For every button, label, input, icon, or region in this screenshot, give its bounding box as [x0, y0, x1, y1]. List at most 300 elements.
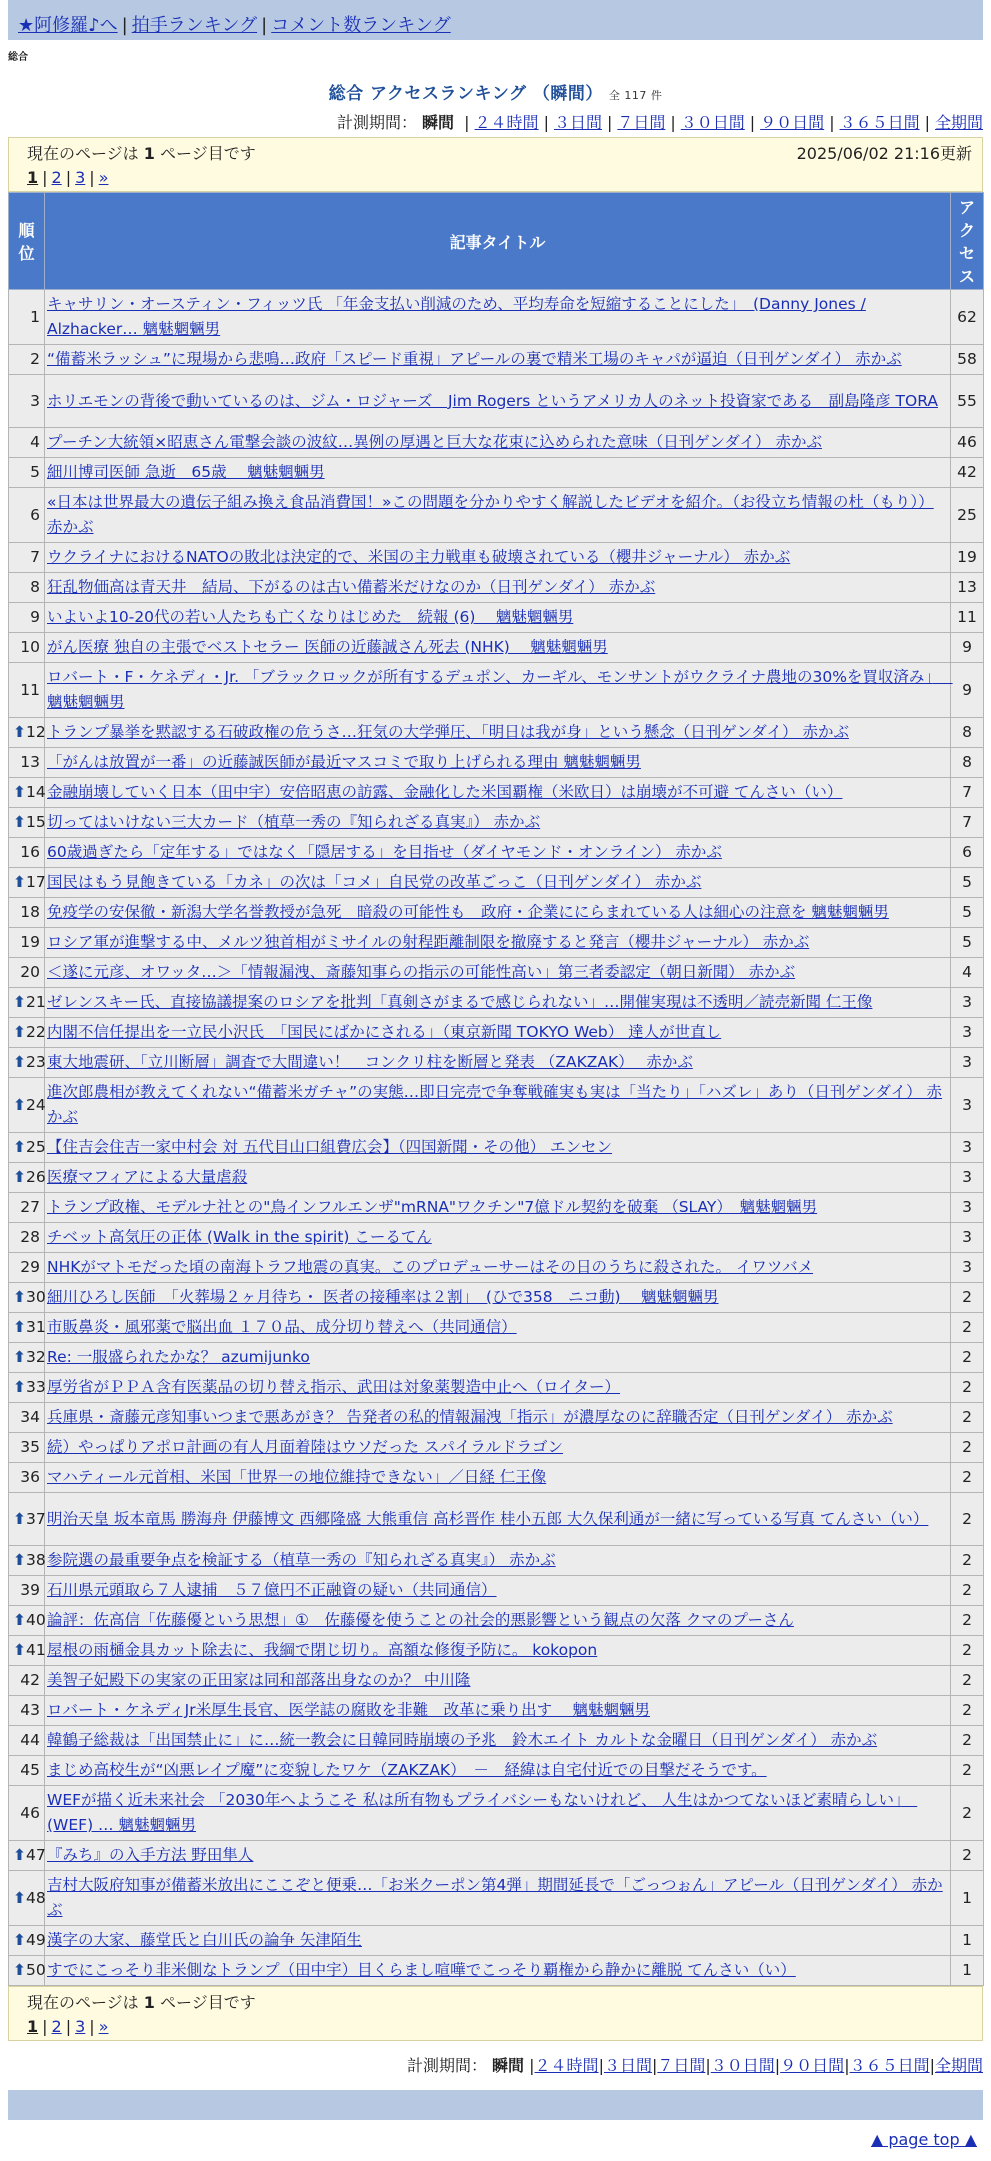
applause-ranking-link[interactable]: 拍手ランキング	[131, 15, 258, 36]
title-cell	[45, 1193, 951, 1223]
article-title-link[interactable]: 石川県元頭取ら７人逮捕 ５７億円不正融資の疑い（共同通信）	[47, 1581, 497, 1599]
title-cell	[45, 898, 951, 928]
article-title-link[interactable]: 細川博司医師 急逝 65歳 魑魅魍魎男	[47, 463, 325, 481]
rank-cell	[9, 603, 45, 633]
access-count: 2	[951, 1606, 984, 1636]
article-title-link[interactable]: 免疫学の安保徹・新潟大学名誉教授が急死 暗殺の可能性も 政府・企業ににらまれている人は細心の注意を 魑魅魍魎男	[47, 903, 889, 921]
access-count: 2	[951, 1636, 984, 1666]
access-count: 3	[951, 988, 984, 1018]
title-cell	[45, 1926, 951, 1956]
table-row	[9, 1433, 984, 1463]
table-row	[9, 1576, 984, 1606]
access-count: 46	[951, 428, 984, 458]
rank-number: 5	[30, 463, 40, 481]
rank-up-arrow-icon: ⬆	[13, 873, 26, 891]
rank-number: 44	[20, 1731, 40, 1749]
rank-cell	[9, 1871, 45, 1926]
page-status: 現在のページは 1 ページ目です	[27, 144, 256, 163]
rank-number: 30	[26, 1288, 46, 1306]
access-count: 3	[951, 1253, 984, 1283]
access-count: 2	[951, 1343, 984, 1373]
access-count: 2	[951, 1841, 984, 1871]
period-option-bottom[interactable]: 全期間	[934, 2056, 983, 2075]
rank-number: 49	[26, 1931, 46, 1949]
rank-up-arrow-icon: ⬆	[13, 783, 26, 801]
title-cell	[45, 1726, 951, 1756]
access-count: 11	[951, 603, 984, 633]
title-cell	[45, 958, 951, 988]
rank-up-arrow-icon: ⬆	[13, 813, 26, 831]
rank-cell	[9, 290, 45, 345]
rank-number: 24	[26, 1095, 46, 1114]
access-count: 3	[951, 1193, 984, 1223]
rank-cell	[9, 1926, 45, 1956]
title-cell	[45, 1636, 951, 1666]
article-title-link[interactable]: 内閣不信任提出を一立民小沢氏 「国民にばかにされる」（東京新聞 TOKYO Web） 達人が世直し	[47, 1023, 722, 1041]
title-cell	[45, 458, 951, 488]
article-title-link[interactable]: ロシア軍が進撃する中、メルツ独首相がミサイルの射程距離制限を撤廃すると発言（櫻井ジャーナル） 赤かぶ	[47, 933, 810, 951]
header-rank: 順位	[9, 193, 45, 290]
access-count: 3	[951, 1018, 984, 1048]
table-row	[9, 1373, 984, 1403]
article-title-link[interactable]: Re: 一服盛られたかな？ azumijunko	[47, 1348, 310, 1366]
title-cell	[45, 808, 951, 838]
article-title-link[interactable]: ロバート・F・ケネディ・Jr. 「ブラックロックが所有するデュポン、カーギル、モンサントがウクライナ農地の30%を買収済み」 魑魅魍魎男	[47, 668, 953, 711]
article-title-link[interactable]: 進次郎農相が教えてくれない“備蓄米ガチャ”の実態…即日完売で争奪戦確実も実は「当たり」「ハズレ」あり（日刊ゲンダイ） 赤かぶ	[47, 1083, 943, 1126]
title-cell	[45, 488, 951, 543]
rank-cell	[9, 988, 45, 1018]
table-row	[9, 1546, 984, 1576]
period-option[interactable]: 全期間	[934, 113, 983, 132]
title-cell	[45, 1756, 951, 1786]
access-count: 8	[951, 718, 984, 748]
page-top-area	[8, 2130, 977, 2161]
page-info-box	[8, 137, 983, 192]
access-count: 3	[951, 1048, 984, 1078]
rank-up-arrow-icon: ⬆	[13, 1551, 26, 1569]
title-cell	[45, 1433, 951, 1463]
article-title-link[interactable]: 参院選の最重要争点を検証する（植草一秀の『知られざる真実』） 赤かぶ	[47, 1551, 556, 1569]
rank-cell	[9, 838, 45, 868]
title-cell	[45, 345, 951, 375]
rank-cell	[9, 808, 45, 838]
title-cell	[45, 290, 951, 345]
rank-cell	[9, 1253, 45, 1283]
access-count: 5	[951, 928, 984, 958]
rank-number: 7	[30, 548, 40, 566]
article-title-link[interactable]: 明治天皇 坂本竜馬 勝海舟 伊藤博文 西郷隆盛 大熊重信 高杉晋作 桂小五郎 大久保利通が一緒に写っている写真 てんさい（い）	[47, 1509, 929, 1528]
table-row	[9, 1193, 984, 1223]
table-row	[9, 1018, 984, 1048]
rank-number: 34	[20, 1408, 40, 1426]
page-link: 1	[27, 168, 39, 187]
article-title-link[interactable]: 切ってはいけない三大カード（植草一秀の『知られざる真実』） 赤かぶ	[47, 813, 541, 831]
access-count: 42	[951, 458, 984, 488]
title-cell	[45, 838, 951, 868]
article-title-link[interactable]: 細川ひろし医師 「火葬場２ヶ月待ち・ 医者の接種率は２割」 (ひで358 ニコ動) 魑魅魍魎男	[47, 1288, 719, 1306]
title-cell	[45, 663, 951, 718]
page-link[interactable]: 3	[75, 168, 86, 187]
rank-up-arrow-icon: ⬆	[13, 723, 26, 741]
title-cell	[45, 1343, 951, 1373]
table-row	[9, 778, 984, 808]
rank-number: 17	[26, 873, 46, 891]
rank-number: 45	[20, 1761, 40, 1779]
rank-up-arrow-icon: ⬆	[13, 1961, 26, 1979]
rank-cell	[9, 1956, 45, 1986]
rank-number: 23	[26, 1053, 46, 1071]
article-title-link[interactable]: すでにこっそり非米側なトランプ（田中宇）目くらまし喧嘩でこっそり覇権から静かに離脱 てんさい（い）	[47, 1961, 796, 1979]
rank-cell	[9, 1576, 45, 1606]
article-title-link[interactable]: 吉村大阪府知事が備蓄米放出にここぞと便乗…「お米クーポン第4弾」期間延長で「ごっつぉん」アピール（日刊ゲンダイ） 赤かぶ	[47, 1876, 943, 1919]
rank-number: 15	[26, 813, 46, 831]
title-cell	[45, 748, 951, 778]
rank-up-arrow-icon: ⬆	[13, 1288, 26, 1306]
access-count: 8	[951, 748, 984, 778]
article-title-link[interactable]: チベット高気圧の正体 (Walk in the spirit) こーるてん	[47, 1228, 432, 1246]
rank-number: 48	[26, 1888, 46, 1907]
table-row	[9, 1283, 984, 1313]
rank-up-arrow-icon: ⬆	[13, 1509, 26, 1528]
rank-cell	[9, 1606, 45, 1636]
access-count: 1	[951, 1871, 984, 1926]
article-title-link[interactable]: 漢字の大家、藤堂氏と白川氏の論争 矢津陌生	[47, 1931, 362, 1949]
table-row	[9, 898, 984, 928]
rank-cell	[9, 633, 45, 663]
title-cell	[45, 718, 951, 748]
top-nav-bar: ★阿修羅♪へ | 拍手ランキング | コメント数ランキング	[8, 0, 983, 40]
period-option[interactable]: ３０日間	[680, 113, 745, 132]
table-row	[9, 603, 984, 633]
article-title-link[interactable]: マハティール元首相、米国「世界一の地位維持できない」／日経 仁王像	[47, 1468, 547, 1486]
rank-cell	[9, 1786, 45, 1841]
table-row	[9, 1926, 984, 1956]
page-link-bottom[interactable]: 3	[75, 2017, 86, 2036]
rank-up-arrow-icon: ⬆	[13, 1931, 26, 1949]
access-count: 2	[951, 1786, 984, 1841]
rank-number: 40	[26, 1611, 46, 1629]
access-count: 5	[951, 898, 984, 928]
title-cell	[45, 1313, 951, 1343]
page-link-bottom[interactable]: 2	[51, 2017, 62, 2036]
rank-up-arrow-icon: ⬆	[13, 1023, 26, 1041]
rank-number: 12	[26, 723, 46, 741]
access-count: 58	[951, 345, 984, 375]
table-row	[9, 1133, 984, 1163]
article-title-link[interactable]: 【住吉会住吉一家中村会 対 五代目山口組費広会】（四国新聞・その他） エンセン	[47, 1138, 613, 1156]
table-row	[9, 633, 984, 663]
article-title-link[interactable]: 東大地震研、「立川断層」調査で大間違い！ コンクリ柱を断層と発表 （ZAKZAK） 赤かぶ	[47, 1053, 693, 1071]
rank-cell	[9, 543, 45, 573]
article-title-link[interactable]: 狂乱物価高は青天井 結局、下がるのは古い備蓄米だけなのか（日刊ゲンダイ） 赤かぶ	[47, 578, 656, 596]
access-count: 2	[951, 1373, 984, 1403]
rank-number: 6	[30, 505, 40, 524]
period-current-bottom: 瞬間	[492, 2056, 525, 2075]
rank-up-arrow-icon: ⬆	[13, 1846, 26, 1864]
article-title-link[interactable]: ゼレンスキー氏、直接協議提案のロシアを批判「真剣さがまるで感じられない」…開催実現は不透明／読売新聞 仁王像	[47, 993, 873, 1011]
rank-cell	[9, 868, 45, 898]
access-count: 3	[951, 1133, 984, 1163]
rank-number: 25	[26, 1138, 46, 1156]
next-page-link[interactable]: »	[98, 168, 109, 187]
article-title-link[interactable]: 厚労省がＰＰＡ含有医薬品の切り替え指示、武田は対象薬製造中止へ（ロイター）	[47, 1378, 621, 1396]
next-page-link-bottom[interactable]: »	[98, 2017, 109, 2036]
table-row	[9, 1871, 984, 1926]
article-title-link[interactable]: 美智子妃殿下の実家の正田家は同和部落出身なのか？ 中川隆	[47, 1671, 471, 1689]
table-row	[9, 1726, 984, 1756]
title-cell	[45, 988, 951, 1018]
rank-cell	[9, 1163, 45, 1193]
page-status-bottom: 現在のページは 1 ページ目です	[27, 1993, 256, 2012]
table-row	[9, 748, 984, 778]
title-cell	[45, 603, 951, 633]
access-count: 7	[951, 778, 984, 808]
rank-number: 28	[20, 1228, 40, 1246]
rank-number: 47	[26, 1846, 46, 1864]
rank-cell	[9, 928, 45, 958]
rank-cell	[9, 1223, 45, 1253]
title-cell	[45, 1223, 951, 1253]
table-row	[9, 808, 984, 838]
period-option-bottom[interactable]: ９０日間	[780, 2056, 845, 2075]
rank-cell	[9, 718, 45, 748]
article-title-link[interactable]: トランプ暴挙を黙認する石破政権の危うさ…狂気の大学弾圧、「明日は我が身」という懸念（日刊ゲンダイ） 赤かぶ	[47, 723, 849, 741]
table-row	[9, 458, 984, 488]
rank-up-arrow-icon: ⬆	[13, 1378, 26, 1396]
rank-up-arrow-icon: ⬆	[13, 1348, 26, 1366]
access-count: 2	[951, 1313, 984, 1343]
article-title-link[interactable]: 続）やっぱりアポロ計画の有人月面着陸はウソだった スパイラルドラゴン	[47, 1438, 563, 1456]
rank-cell	[9, 1373, 45, 1403]
period-option[interactable]: ３６５日間	[839, 113, 920, 132]
rank-number: 9	[30, 608, 40, 626]
rank-cell	[9, 428, 45, 458]
title-cell	[45, 1696, 951, 1726]
period-option[interactable]: ７日間	[617, 113, 666, 132]
article-title-link[interactable]: 「がんは放置が一番」の近藤誠医師が最近マスコミで取り上げられる理由 魑魅魍魎男	[47, 753, 641, 771]
access-count: 2	[951, 1756, 984, 1786]
rank-up-arrow-icon: ⬆	[13, 1095, 26, 1114]
period-option-bottom[interactable]: ３日間	[603, 2056, 652, 2075]
article-title-link[interactable]: ロバート・ケネディJr米厚生長官、医学誌の腐敗を非難 改革に乗り出す 魑魅魍魎男	[47, 1701, 651, 1719]
rank-number: 16	[20, 843, 40, 861]
rank-number: 37	[26, 1509, 46, 1528]
rank-cell	[9, 1018, 45, 1048]
article-title-link[interactable]: WEFが描く近未来社会 「2030年へようこそ 私は所有物もプライバシーもないけれど、 人生はかつてないほど素晴らしい」 (WEF) … 魑魅魍魎男	[47, 1791, 918, 1834]
title-cell	[45, 1956, 951, 1986]
rank-cell	[9, 1078, 45, 1133]
article-title-link[interactable]: まじめ高校生が“凶悪レイプ魔”に変貌したワケ（ZAKZAK） － 経緯は自宅付近での目撃だそうです。	[47, 1761, 767, 1779]
access-count: 5	[951, 868, 984, 898]
footer-bar	[8, 2090, 983, 2120]
period-option-bottom[interactable]: ７日間	[657, 2056, 706, 2075]
access-count: 3	[951, 1078, 984, 1133]
table-row	[9, 1313, 984, 1343]
access-count: 2	[951, 1403, 984, 1433]
rank-up-arrow-icon: ⬆	[13, 1318, 26, 1336]
rank-up-arrow-icon: ⬆	[13, 1138, 26, 1156]
rank-number: 41	[26, 1641, 46, 1659]
rank-number: 36	[20, 1468, 40, 1486]
table-row	[9, 1048, 984, 1078]
rank-cell	[9, 778, 45, 808]
article-title-link[interactable]: トランプ政権、モデルナ社との"鳥インフルエンザ"mRNA"ワクチン"7億ドル契約を破棄 （SLAY） 魑魅魍魎男	[47, 1198, 818, 1216]
title-cell	[45, 1666, 951, 1696]
title-cell	[45, 543, 951, 573]
table-row	[9, 1463, 984, 1493]
article-title-link[interactable]: 国民はもう見飽きている「カネ」の次は「コメ」自民党の改革ごっこ（日刊ゲンダイ） 赤かぶ	[47, 873, 702, 891]
article-title-link[interactable]: ウクライナにおけるNATOの敗北は決定的で、米国の主力戦車も破壊されている（櫻井ジャーナル） 赤かぶ	[47, 548, 791, 566]
title-cell	[45, 633, 951, 663]
title-cell	[45, 778, 951, 808]
title-cell	[45, 573, 951, 603]
table-row	[9, 1756, 984, 1786]
title-cell	[45, 1373, 951, 1403]
rank-cell	[9, 1343, 45, 1373]
article-title-link[interactable]: 60歳過ぎたら「定年する」ではなく「隠居する」を目指せ（ダイヤモンド・オンライン） 赤かぶ	[47, 843, 722, 861]
access-count: 9	[951, 663, 984, 718]
rank-number: 11	[20, 680, 40, 699]
period-selector: 計測期間： 瞬間 | ２４時間 | ３日間 | ７日間 | ３０日間 | ９０日間 | ３６５日間 | 全期間	[336, 113, 983, 132]
table-row	[9, 1343, 984, 1373]
table-row	[9, 663, 984, 718]
title-cell	[45, 1078, 951, 1133]
article-title-link[interactable]: ＜遂に元彦、オワッタ…＞「情報漏洩、斎藤知事らの指示の可能性高い」第三者委認定（朝日新聞） 赤かぶ	[47, 963, 796, 981]
table-row	[9, 718, 984, 748]
article-title-link[interactable]: 市販鼻炎・風邪薬で脳出血 １７０品、成分切り替えへ（共同通信）	[47, 1318, 517, 1336]
rank-number: 4	[30, 433, 40, 451]
title-cell	[45, 868, 951, 898]
rank-number: 10	[20, 638, 40, 656]
access-count: 2	[951, 1546, 984, 1576]
article-title-link[interactable]: 兵庫県・斎藤元彦知事いつまで悪あがき？ 告発者の私的情報漏洩「指示」が濃厚なのに辞職否定（日刊ゲンダイ） 赤かぶ	[47, 1408, 893, 1426]
rank-number: 50	[26, 1961, 46, 1979]
rank-cell	[9, 1666, 45, 1696]
article-title-link[interactable]: 医療マフィアによる大量虐殺	[47, 1168, 248, 1186]
table-row	[9, 1493, 984, 1546]
rank-cell	[9, 663, 45, 718]
title-cell	[45, 428, 951, 458]
rank-number: 20	[20, 963, 40, 981]
rank-cell	[9, 1636, 45, 1666]
rank-number: 33	[26, 1378, 46, 1396]
table-row	[9, 1403, 984, 1433]
table-row	[9, 868, 984, 898]
table-row	[9, 838, 984, 868]
period-option[interactable]: ３日間	[553, 113, 602, 132]
table-row	[9, 1666, 984, 1696]
rank-number: 3	[30, 391, 40, 410]
rank-number: 32	[26, 1348, 46, 1366]
period-option-bottom[interactable]: ３６５日間	[849, 2056, 930, 2075]
article-title-link[interactable]: キャサリン・オースティン・フィッツ氏 「年金支払い削減のため、平均寿命を短縮することにした」 (Danny Jones / Alzhacker… 魑魅魍魎男	[47, 295, 866, 338]
article-title-link[interactable]: いよいよ10-20代の若い人たちも亡くなりはじめた 続報 (6) 魑魅魍魎男	[47, 608, 574, 626]
article-title-link[interactable]: プーチン大統領×昭恵さん電撃会談の波紋…異例の厚遇と巨大な花束に込められた意味（日刊ゲンダイ） 赤かぶ	[47, 433, 822, 451]
title-cell	[45, 375, 951, 428]
access-count: 2	[951, 1283, 984, 1313]
period-option-bottom[interactable]: ２４時間	[534, 2056, 599, 2075]
article-title-link[interactable]: 論評：佐高信「佐藤優という思想」① 佐藤優を使うことの社会的悪影響という観点の欠落 クマのプーさん	[47, 1611, 794, 1629]
title-cell	[45, 1403, 951, 1433]
article-title-link[interactable]: «日本は世界最大の遺伝子組み換え食品消費国！»この問題を分かりやすく解説したビデオを紹介。（お役立ち情報の杜（もり））赤かぶ	[47, 493, 934, 536]
article-title-link[interactable]: 韓鶴子総裁は「出国禁止に」に…統一教会に日韓同時崩壊の予兆 鈴木エイト カルトな金曜日（日刊ゲンダイ） 赤かぶ	[47, 1731, 878, 1749]
rank-number: 46	[20, 1803, 40, 1822]
rank-number: 1	[30, 307, 40, 326]
period-current: 瞬間	[422, 113, 455, 132]
table-row	[9, 1078, 984, 1133]
access-count: 2	[951, 1576, 984, 1606]
title-cell	[45, 1493, 951, 1546]
rank-number: 39	[20, 1581, 40, 1599]
period-option[interactable]: ９０日間	[760, 113, 825, 132]
table-row	[9, 928, 984, 958]
page-link[interactable]: 2	[51, 168, 62, 187]
rank-cell	[9, 1546, 45, 1576]
table-row	[9, 573, 984, 603]
article-title-link[interactable]: 屋根の雨樋金具カット除去に、我綱で閉じ切り。高額な修復予防に。 kokopon	[47, 1641, 598, 1659]
access-count: 9	[951, 633, 984, 663]
updated-time: 2025/06/02 21:16更新	[796, 144, 972, 163]
rank-cell	[9, 1463, 45, 1493]
period-option[interactable]: ２４時間	[474, 113, 539, 132]
rank-number: 26	[26, 1168, 46, 1186]
period-label-bottom: 計測期間：	[406, 2056, 487, 2075]
article-title-link[interactable]: NHKがマトモだった頃の南海トラフ地震の真実。このプロデューサーはその日のうちに殺された。 イワツバメ	[47, 1258, 814, 1276]
rank-cell	[9, 898, 45, 928]
article-title-link[interactable]: ホリエモンの背後で動いているのは、ジム・ロジャーズ Jim Rogers というアメリカ人のネット投資家である 副島隆彦 TORA	[47, 391, 938, 410]
rank-number: 27	[20, 1198, 40, 1216]
rank-up-arrow-icon: ⬆	[13, 1888, 26, 1907]
rank-number: 14	[26, 783, 46, 801]
access-count: 3	[951, 1163, 984, 1193]
rank-cell	[9, 1756, 45, 1786]
rank-up-arrow-icon: ⬆	[13, 993, 26, 1011]
rank-number: 13	[20, 753, 40, 771]
access-count: 2	[951, 1726, 984, 1756]
article-title-link[interactable]: 金融崩壊していく日本（田中宇）安倍昭恵の訪露、金融化した米国覇権（米欧日）は崩壊が不可避 てんさい（い）	[47, 783, 843, 801]
pagination-bottom: 1 | 2 | 3 | »	[27, 2017, 109, 2036]
table-row	[9, 345, 984, 375]
article-title-link[interactable]: 『みち』の入手方法 野田隼人	[47, 1846, 254, 1864]
rank-cell	[9, 1313, 45, 1343]
rank-cell	[9, 958, 45, 988]
table-row	[9, 488, 984, 543]
rank-cell	[9, 488, 45, 543]
title-cell	[45, 1606, 951, 1636]
table-row	[9, 1841, 984, 1871]
rank-up-arrow-icon: ⬆	[13, 1168, 26, 1186]
rank-number: 43	[20, 1701, 40, 1719]
page-top-link[interactable]: ▲ page top ▲	[870, 2130, 977, 2149]
period-option-bottom[interactable]: ３０日間	[710, 2056, 775, 2075]
home-link[interactable]: ★阿修羅♪へ	[18, 15, 118, 36]
title-cell	[45, 1786, 951, 1841]
page-title-line	[0, 79, 991, 104]
title-cell	[45, 928, 951, 958]
article-title-link[interactable]: “備蓄米ラッシュ”に現場から悲鳴…政府「スピード重視」アピールの裏で精米工場のキャパが逼迫（日刊ゲンダイ） 赤かぶ	[47, 350, 902, 368]
title-cell	[45, 1018, 951, 1048]
rank-number: 42	[20, 1671, 40, 1689]
rank-number: 31	[26, 1318, 46, 1336]
ranking-table	[8, 192, 984, 1986]
rank-cell	[9, 1696, 45, 1726]
article-title-link[interactable]: がん医療 独自の主張でベストセラー 医師の近藤誠さん死去 (NHK) 魑魅魍魎男	[47, 638, 608, 656]
comment-ranking-link[interactable]: コメント数ランキング	[271, 15, 451, 36]
access-count: 2	[951, 1696, 984, 1726]
table-row	[9, 1223, 984, 1253]
table-row	[9, 1786, 984, 1841]
page-link-bottom: 1	[27, 2017, 39, 2036]
